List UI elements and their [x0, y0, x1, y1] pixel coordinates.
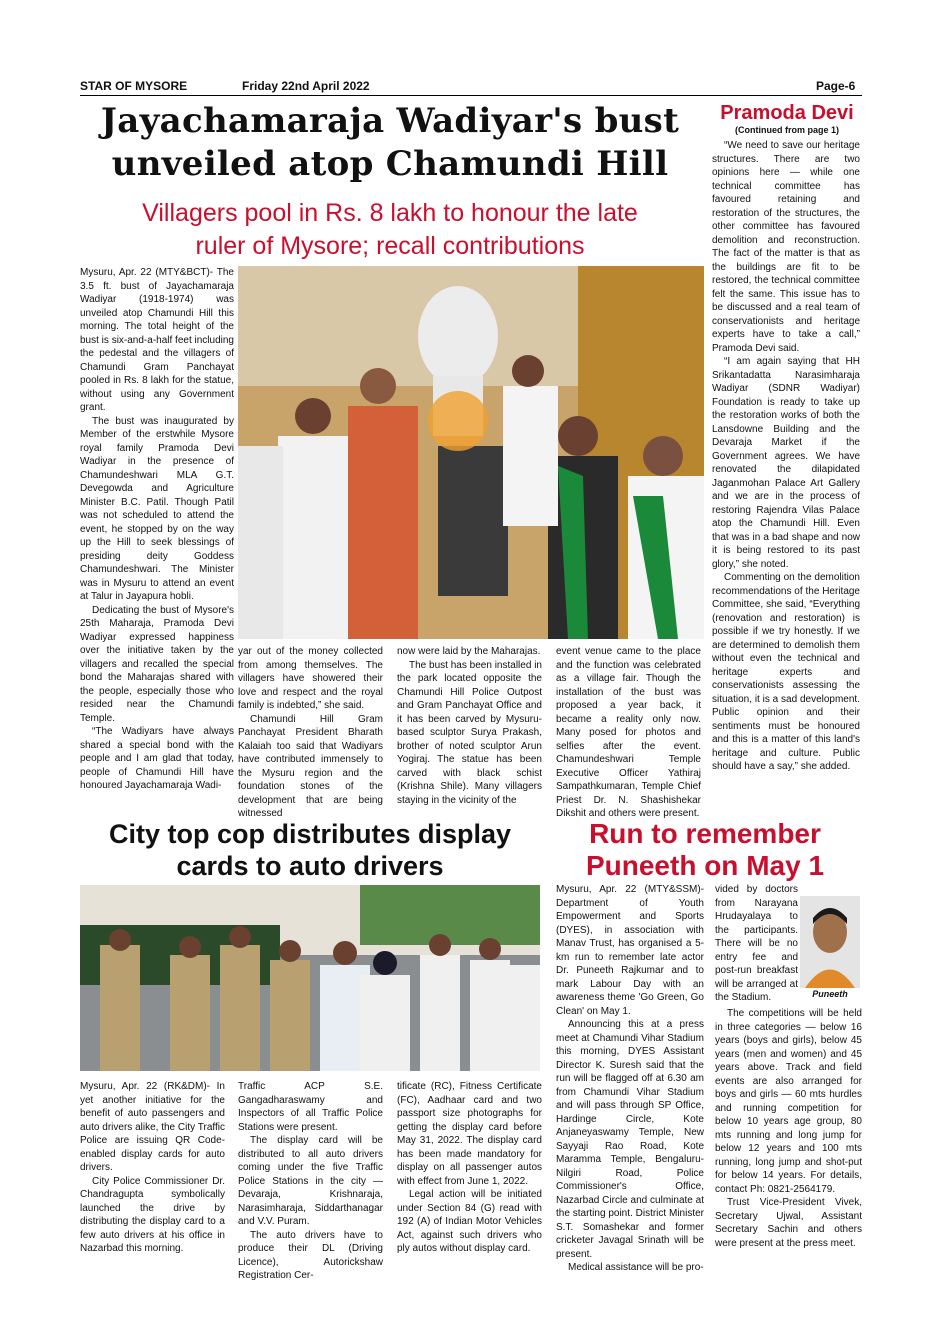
issue-date: Friday 22nd April 2022 [242, 79, 370, 93]
police-story-column-1: Mysuru, Apr. 22 (RK&DM)- In yet another initiative for the benefit of auto passengers and auto drivers alike, the City Traffic Police are issuing QR Code-enabled display cards for auto drivers. City Police Commissioner Dr. Chandragupta symbolically launched the drive by distributing the display card to a few auto drivers at his office in Nazarbad this morning. [80, 1081, 225, 1254]
header-rule [80, 95, 862, 96]
display-card-distribution-photo [80, 885, 540, 1071]
portrait-caption: Puneeth [812, 989, 848, 999]
run-story-column-2-top: vided by doctors from Narayana Hrudayalaya to the participants. There will be no entry fee and post-run breakfast will be arranged at the Stadium. [715, 884, 798, 1003]
sidebar-title: Pramoda Devi [720, 102, 854, 124]
masthead-name: STAR OF MYSORE [80, 79, 188, 93]
main-story-column-2: yar out of the money collected from among themselves. The villagers have showered their love and respect and the royal family is indebted,” she said. Chamundi Hill Gram Panchayat President Bharath Kalaiah too said that Wadiyars have contributed immensely to the Mysuru region and the foundation stones of the development that are being witnessed [238, 646, 383, 819]
run-story-column-2: The competitions will be held in three categories — below 16 years (boys and girls), below 45 years (men and women) and 45 years above. Track and field events are also arranged for boys and girls — 60 mts hurdles and running competition for below 10 years age group, 80 mts running and long jump for below 12 years and 100 mts running, long jump and shot-put for below 14 years. For details, contact Ph: 0821-2564179. Trust Vice-President Vivek, Secretary Ujwal, Assistant Secretary Sachin and others were present at the press meet. [715, 1008, 862, 1249]
run-story-headline: Run to remember Puneeth on May 1 [585, 818, 825, 881]
run-story-column-1: Mysuru, Apr. 22 (MTY&SSM)- Department of Youth Empowerment and Sports (DYES), in association with Manav Trust, has organised a 5-km run to remember late actor Dr. Puneeth Rajkumar and to mark Labour Day with an awareness theme 'Go Green, Go Clean' on May 1. Announcing this at a press meet at Chamundi Vihar Stadium this morning, DYES Assistant Director K. Suresh said that the run will be flagged off at 6.30 am from Chamundi Vihar Stadium and will pass through SP Office, Hardinge Circle, Kote Anjaneyaswamy Temple, New Sayyaji Rao Road, Kote Maramma Temple, Bengaluru-Nilgiri Road, Police Commissioner's Office, Nazarbad Circle and culminate at the starting point. District Minister S.T. Somashekar and former cricketer Javagal Srinath will be present. Medical assistance will be pro- [556, 884, 704, 1273]
main-story-column-3: now were laid by the Maharajas. The bust has been installed in the park located opposite the Chamundi Hill Police Outpost and Gram Panchayat Office and it has been carved by Mysuru-based sculptor Surya Prakash, brother of noted sculptor Arun Yogiraj. The statue has been carved with black schist (Krishna Shile). Many villagers staying in the vicinity of the [397, 646, 542, 806]
page-number: Page-6 [816, 79, 856, 93]
police-story-headline: City top cop distributes display cards to auto drivers [108, 819, 512, 881]
main-headline: Jayachamaraja Wadiyar's bust unveiled atop Chamundi Hill [100, 101, 680, 184]
police-story-column-2: Traffic ACP S.E. Gangadharaswamy and Inspectors of all Traffic Police Stations were present. The display card will be distributed to all auto drivers coming under the five Traffic Police Stations in the city — Devaraja, Krishnaraja, Narasimharaja, Siddarthanagar and V.V. Puram. The auto drivers have to produce their DL (Driving Licence), Autorickshaw Registration Cer- [238, 1081, 383, 1281]
main-subheadline: Villagers pool in Rs. 8 lakh to honour the late ruler of Mysore; recall contributions [142, 199, 638, 260]
police-story-column-3: tificate (RC), Fitness Certificate (FC), Aadhaar card and two passport size photographs for getting the display card before May 31, 2022. The display card has been made mandatory for display on all passenger autos with effect from June 1, 2022. Legal action will be initiated under Section 84 (G) read with 192 (A) of Indian Motor Vehicles Act, against such drivers who ply autos without display card. [397, 1081, 542, 1254]
sidebar-continued-note: (Continued from page 1) [735, 125, 839, 135]
main-story-column-4: event venue came to the place and the function was celebrated as a village fair. Though the installation of the bust was proposed a year back, it became a reality only now. Many posed for photos and selfies after the event. Chamundeshwari Temple Executive Officer Yathiraj Sampathkumaran, Temple Chief Priest Dr. N. Shashishekar Dikshit and others were present. [556, 646, 701, 819]
sidebar-body: “We need to save our heritage structures. There are two opinions here — while one technical committee has favoured retaining and restoration of the structures, the other committee has favoured demolition and reconstruction. The fact of the matter is that as the buildings are fit to be restored, the technical committee felt the same. This issue has to be discussed and a real team of conservationists and heritage experts have to take a call,” Pramoda Devi said. “I am again saying that HH Srikantadatta Narasimharaja Wadiyar (SDNR Wadiyar) Foundation is ready to take up the restoration works of both the Lansdowne Building and the Devaraja Market if the Government agrees. We have renovated the dilapidated Jaganmohan Palace Art Gallery and we are in the process of restoring Rajendra Vilas Palace atop the Chamundi Hill. Even that was in a bad shape and now it is being restored to its past glory,” she noted. Commenting on the demolition recommendations of the Heritage Committee, she said, “Everything (renovation and restoration) is possible if we try honestly. If we are determined to demolish them without even the technical and heritage experts and conservationists assessing the situation, it is a sad development. Public opinion and their sentiments must be honoured and this is a matter of this land's heritage and culture. Public should have a say,” she added. [712, 140, 860, 772]
puneeth-portrait [800, 896, 860, 988]
bust-unveiling-photo [238, 266, 704, 639]
main-story-column-1: Mysuru, Apr. 22 (MTY&BCT)- The 3.5 ft. bust of Jayachamaraja Wadiyar (1918-1974) was unveiled atop Chamundi Hill this morning. The total height of the bust is six-and-a-half feet including the pedestal and the villagers of Chamundi Gram Panchayat pooled in Rs. 8 lakh for the statue, without using any Government grant. The bust was inaugurated by Member of the erstwhile Mysore royal family Pramoda Devi Wadiyar in the presence of Chamundeshwari MLA G.T. Devegowda and Agriculture Minister B.C. Patil. Though Patil was not scheduled to attend the event, he stopped by on the way up the Hill to seek blessings of presiding deity Goddess Chamundeshwari. The Minister was in Mysuru to attend an event at Talur in Jayapura hobli. Dedicating the bust of Mysore's 25th Maharaja, Pramoda Devi Wadiyar expressed happiness over the initiative taken by the villagers and recalled the special bond the Maharajas shared with the people, especially those who resided near the Chamundi Temple. “The Wadiyars have always shared a special bond with the people and I am glad that today, people of Chamundi Hill have honoured Jayachamaraja Wadi- [80, 267, 234, 791]
